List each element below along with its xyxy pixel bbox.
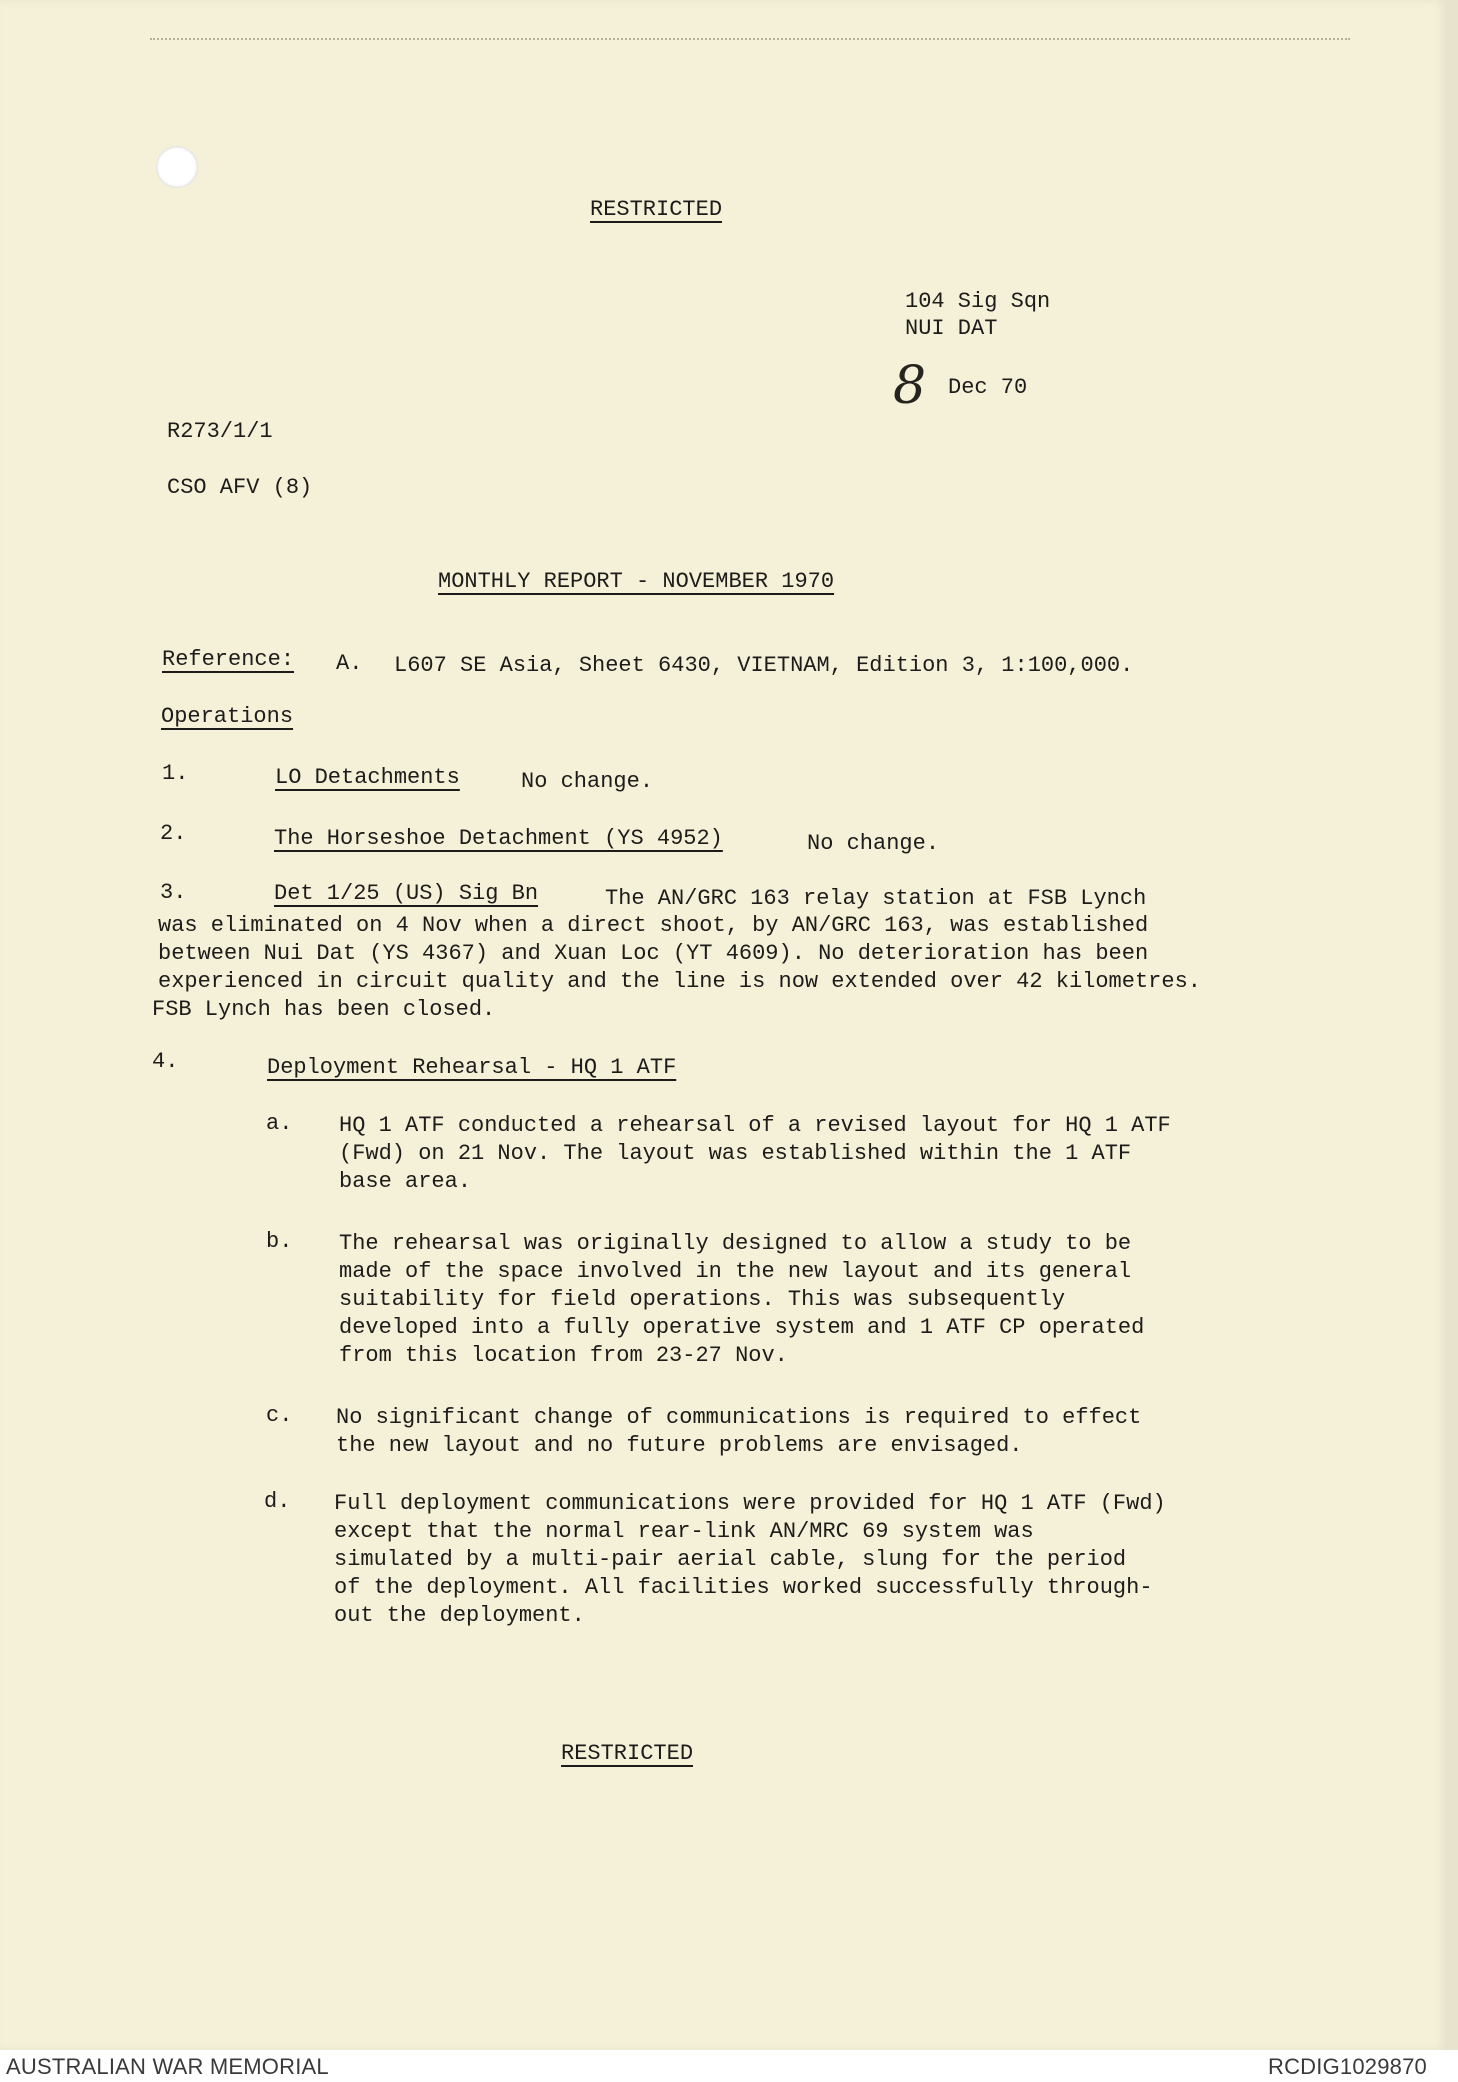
subitem-line: Full deployment communications were provided for HQ 1 ATF (Fwd) [334,1491,1166,1516]
subitem-line: simulated by a multi-pair aerial cable, slung for the period [334,1547,1127,1572]
item-text-line: experienced in circuit quality and the line is now extended over 42 kilometres. [158,969,1201,994]
punch-hole [156,146,198,188]
subitem-line: except that the normal rear-link AN/MRC 69 system was [334,1519,1034,1544]
classification-bottom: RESTRICTED [561,1741,694,1766]
footer-record-id: RCDIG1029870 [1268,2054,1427,2079]
item-text: No change. [521,769,654,794]
item-heading: The Horseshoe Detachment (YS 4952) [274,826,723,851]
subitem-line: suitability for field operations. This was subsequently [339,1287,1066,1312]
item-text-line: between Nui Dat (YS 4367) and Xuan Loc (YT 4609). No deterioration has been [158,941,1149,966]
item-number: 1. [162,761,189,786]
addressee: CSO AFV (8) [167,475,313,500]
classification-top: RESTRICTED [590,197,723,222]
subitem-line: developed into a fully operative system and 1 ATF CP operated [339,1315,1145,1340]
file-reference: R273/1/1 [167,419,273,444]
subitem-letter: b. [266,1229,293,1254]
document-title: MONTHLY REPORT - NOVEMBER 1970 [438,569,835,594]
subitem-line: from this location from 23-27 Nov. [339,1343,788,1368]
top-edge-marks [150,38,1350,54]
section-heading: Operations [161,704,294,729]
item-heading: LO Detachments [275,765,460,790]
sender-location: NUI DAT [905,316,998,341]
subitem-line: HQ 1 ATF conducted a rehearsal of a revised layout for HQ 1 ATF [339,1113,1171,1138]
sender-unit: 104 Sig Sqn [905,289,1051,314]
subitem-line: (Fwd) on 21 Nov. The layout was established within the 1 ATF [339,1141,1132,1166]
subitem-line: the new layout and no future problems are envisaged. [336,1433,1023,1458]
item-heading: Deployment Rehearsal - HQ 1 ATF [267,1055,677,1080]
item-number: 2. [160,821,187,846]
date-month-year: Dec 70 [948,375,1028,400]
subitem-letter: a. [266,1111,293,1136]
item-heading: Det 1/25 (US) Sig Bn [274,881,539,906]
item-number: 3. [160,880,187,905]
reference-letter: A. [336,651,363,676]
subitem-line: The rehearsal was originally designed to allow a study to be [339,1231,1132,1256]
item-text-line: FSB Lynch has been closed. [152,997,496,1022]
item-text: No change. [807,831,940,856]
subitem-line: made of the space involved in the new layout and its general [339,1259,1132,1284]
subitem-line: out the deployment. [334,1603,585,1628]
subitem-letter: d. [264,1489,291,1514]
subitem-line: of the deployment. All facilities worked successfully through- [334,1575,1153,1600]
item-number: 4. [152,1049,179,1074]
subitem-letter: c. [266,1403,293,1428]
subitem-line: No significant change of communications is required to effect [336,1405,1142,1430]
item-text-line: The AN/GRC 163 relay station at FSB Lynch [605,886,1147,911]
item-text-line: was eliminated on 4 Nov when a direct shoot, by AN/GRC 163, was established [158,913,1149,938]
reference-text: L607 SE Asia, Sheet 6430, VIETNAM, Edition 3, 1:100,000. [394,653,1134,678]
subitem-line: base area. [339,1169,472,1194]
page-edge [1446,0,1458,2050]
handwritten-day: 8 [893,356,927,416]
footer-archive-name: AUSTRALIAN WAR MEMORIAL [6,2054,329,2079]
reference-label: Reference: [162,647,295,672]
